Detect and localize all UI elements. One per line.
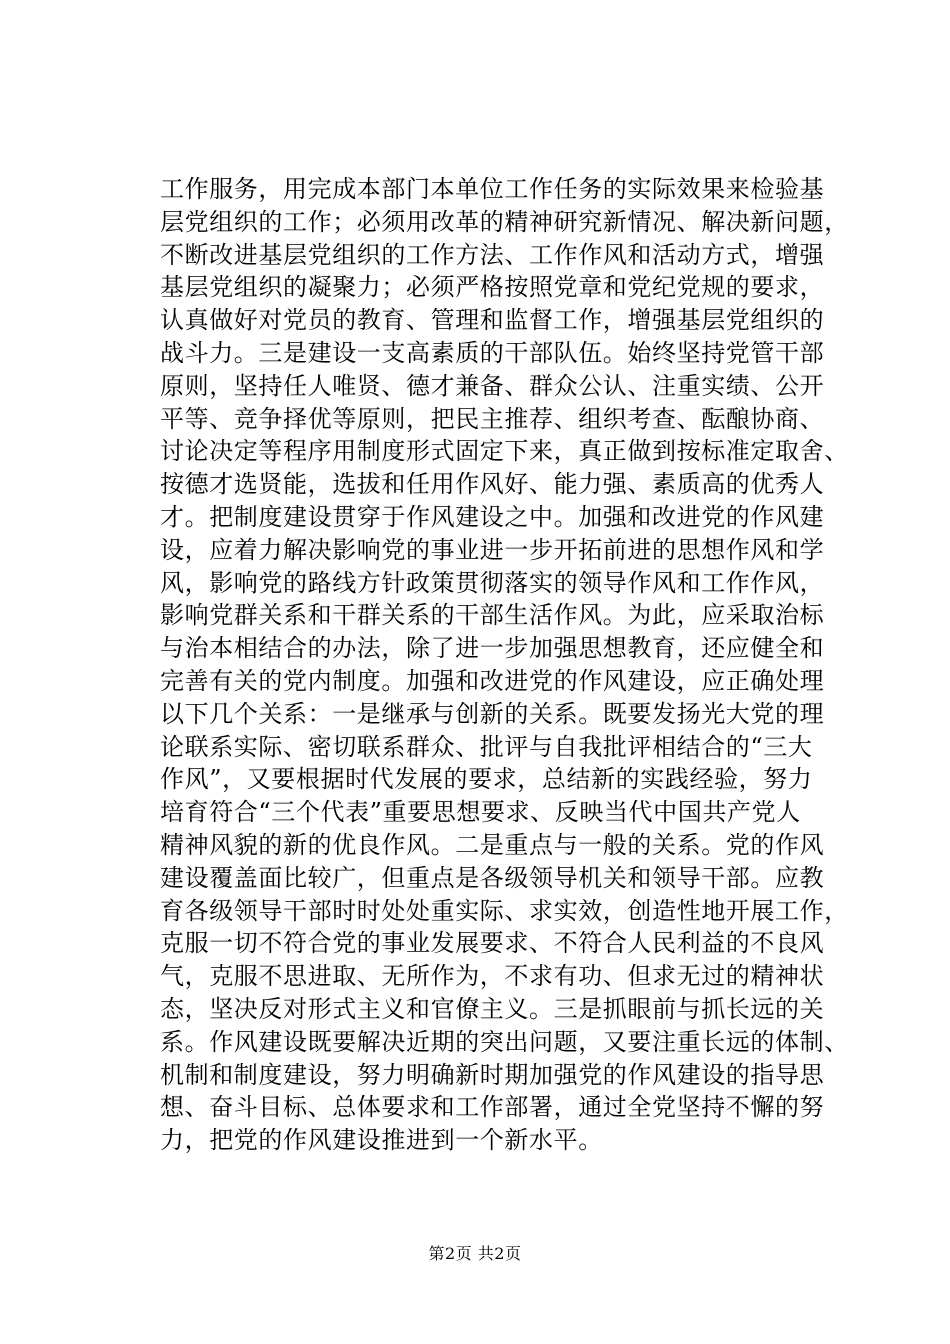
body-line: 才。把制度建设贯穿于作风建设之中。加强和改进党的作风建 — [160, 502, 825, 531]
body-line: 完善有关的党内制度。加强和改进党的作风建设，应正确处理 — [160, 666, 825, 695]
body-line: 精神风貌的新的优良作风。二是重点与一般的关系。党的作风 — [160, 830, 825, 859]
body-line: 工作服务，用完成本部门本单位工作任务的实际效果来检验基 — [160, 175, 825, 203]
body-line-last: 力，把党的作风建设推进到一个新水平。 — [160, 1126, 603, 1155]
body-line: 气，克服不思进取、无所作为，不求有功、但求无过的精神状 — [160, 962, 825, 991]
body-line: 想、奋斗目标、总体要求和工作部署，通过全党坚持不懈的努 — [160, 1093, 825, 1122]
body-line: 建设覆盖面比较广，但重点是各级领导机关和领导干部。应教 — [160, 863, 825, 892]
body-line: 以下几个关系：一是继承与创新的关系。既要发扬光大党的理 — [160, 699, 825, 728]
body-line: 原则，坚持任人唯贤、德才兼备、群众公认、注重实绩、公开 — [160, 371, 825, 400]
body-line: 基层党组织的凝聚力；必须严格按照党章和党纪党规的要求， — [160, 273, 825, 302]
body-line: 战斗力。三是建设一支高素质的干部队伍。始终坚持党管干部 — [160, 338, 825, 367]
body-line: 论联系实际、密切联系群众、批评与自我批评相结合的“三大 — [160, 732, 813, 761]
body-line: 态，坚决反对形式主义和官僚主义。三是抓眼前与抓长远的关 — [160, 994, 825, 1023]
body-line: 认真做好对党员的教育、管理和监督工作，增强基层党组织的 — [160, 306, 825, 335]
body-line: 与治本相结合的办法，除了进一步加强思想教育，还应健全和 — [160, 634, 825, 663]
body-line: 机制和制度建设，努力明确新时期加强党的作风建设的指导思 — [160, 1060, 825, 1089]
body-line: 按德才选贤能，选拔和任用作风好、能力强、素质高的优秀人 — [160, 470, 825, 499]
page-footer — [0, 1244, 950, 1264]
body-line: 平等、竞争择优等原则，把民主推荐、组织考查、酝酿协商、 — [160, 404, 825, 433]
body-line: 讨论决定等程序用制度形式固定下来，真正做到按标准定取舍、 — [160, 437, 849, 466]
body-line: 克服一切不符合党的事业发展要求、不符合人民利益的不良风 — [160, 929, 825, 958]
body-line: 育各级领导干部时时处处重实际、求实效，创造性地开展工作， — [160, 896, 849, 925]
body-line: 层党组织的工作；必须用改革的精神研究新情况、解决新问题， — [160, 207, 849, 236]
body-line: 作风”，又要根据时代发展的要求，总结新的实践经验，努力 — [160, 765, 813, 794]
body-line: 系。作风建设既要解决近期的突出问题，又要注重长远的体制、 — [160, 1027, 849, 1056]
body-line: 风，影响党的路线方针政策贯彻落实的领导作风和工作作风， — [160, 568, 825, 597]
body-text — [160, 173, 849, 1157]
page-number-label: 第2页 共2页 — [428, 1244, 522, 1263]
body-line: 设，应着力解决影响党的事业进一步开拓前进的思想作风和学 — [160, 535, 825, 564]
body-line: 培育符合“三个代表”重要思想要求、反映当代中国共产党人 — [160, 798, 801, 827]
body-line: 不断改进基层党组织的工作方法、工作作风和活动方式，增强 — [160, 240, 825, 269]
body-line: 影响党群关系和干群关系的干部生活作风。为此，应采取治标 — [160, 601, 825, 630]
